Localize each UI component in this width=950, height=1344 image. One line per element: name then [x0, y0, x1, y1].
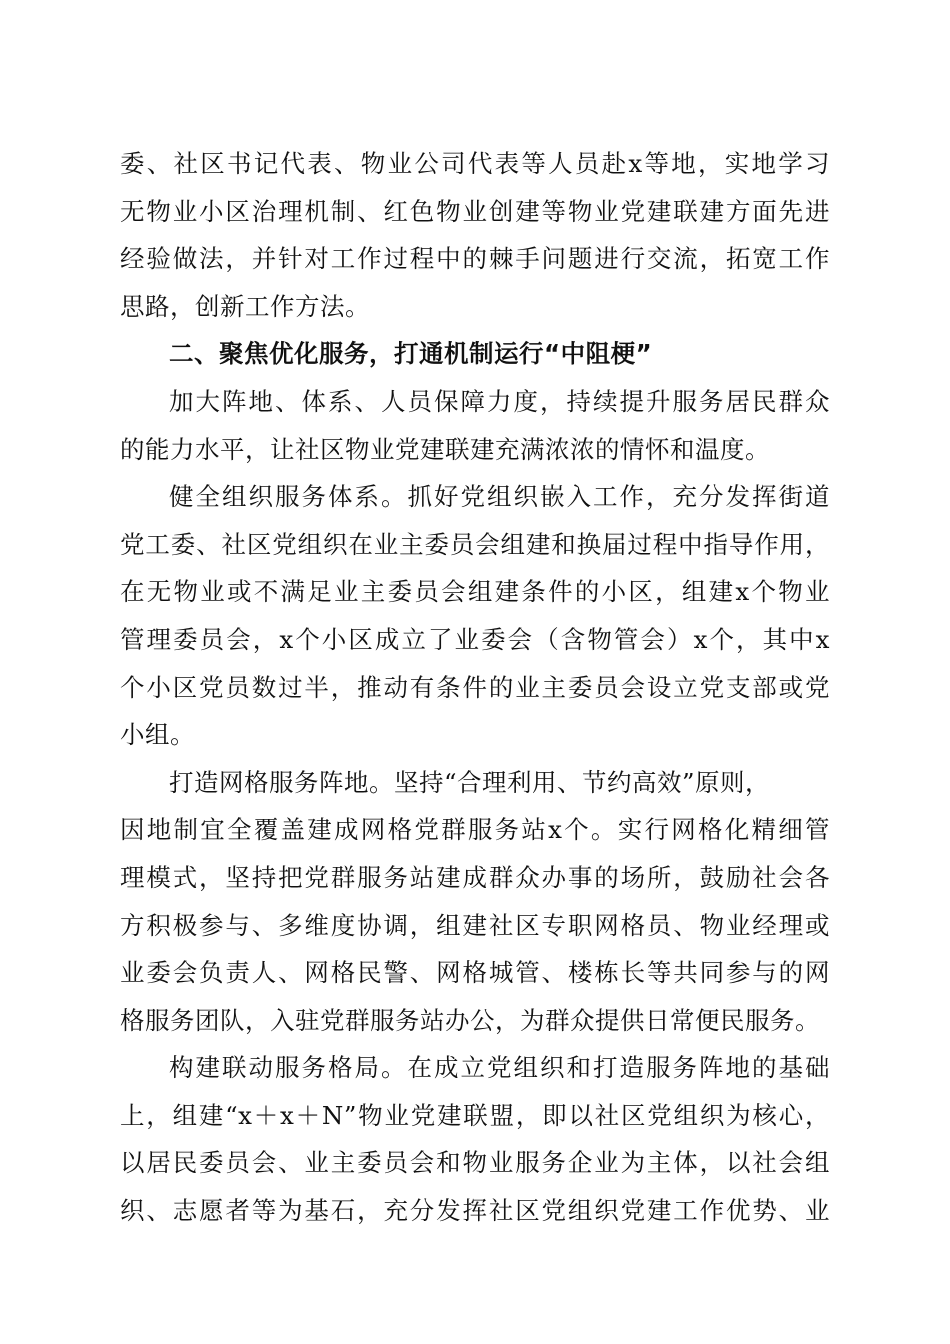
text-line: 上，组建“x＋x＋N”物业党建联盟，即以社区党组织为核心，	[120, 1100, 830, 1130]
text-line: 在无物业或不满足业主委员会组建条件的小区，组建x个物业	[120, 577, 830, 607]
text-line: 以居民委员会、业主委员会和物业服务企业为主体，以社会组	[120, 1148, 830, 1178]
text-line: 的能力水平，让社区物业党建联建充满浓浓的情怀和温度。	[120, 434, 770, 464]
document-body	[120, 140, 830, 1235]
text-line: 理模式，坚持把党群服务站建成群众办事的场所，鼓励社会各	[120, 862, 830, 892]
text-line: 构建联动服务格局。在成立党组织和打造服务阵地的基础	[169, 1053, 830, 1083]
text-line: 方积极参与、多维度协调，组建社区专职网格员、物业经理或	[120, 910, 830, 940]
text-line: 因地制宜全覆盖建成网格党群服务站x个。实行网格化精细管	[120, 815, 830, 845]
text-line: 经验做法，并针对工作过程中的棘手问题进行交流，拓宽工作	[120, 244, 830, 274]
text-line: 打造网格服务阵地。坚持“合理利用、节约高效”原则，	[169, 767, 771, 797]
text-line: 健全组织服务体系。抓好党组织嵌入工作，充分发挥街道	[169, 482, 830, 512]
text-line: 加大阵地、体系、人员保障力度，持续提升服务居民群众	[169, 386, 830, 416]
section-heading: 二、聚焦优化服务，打通机制运行“中阻梗”	[169, 339, 653, 369]
text-line: 格服务团队，入驻党群服务站办公，为群众提供日常便民服务。	[120, 1005, 820, 1035]
text-line: 党工委、社区党组织在业主委员会组建和换届过程中指导作用，	[120, 529, 830, 559]
text-line: 无物业小区治理机制、红色物业创建等物业党建联建方面先进	[120, 196, 830, 226]
text-line: 业委会负责人、网格民警、网格城管、楼栋长等共同参与的网	[120, 958, 830, 988]
text-line: 委、社区书记代表、物业公司代表等人员赴x等地，实地学习	[120, 149, 830, 178]
text-line: 个小区党员数过半，推动有条件的业主委员会设立党支部或党	[120, 672, 830, 702]
text-line: 思路，创新工作方法。	[120, 291, 370, 321]
text-line: 管理委员会，x个小区成立了业委会（含物管会）x个，其中x	[120, 624, 830, 654]
text-line: 小组。	[120, 720, 195, 750]
text-line: 织、志愿者等为基石，充分发挥社区党组织党建工作优势、业	[120, 1196, 830, 1226]
